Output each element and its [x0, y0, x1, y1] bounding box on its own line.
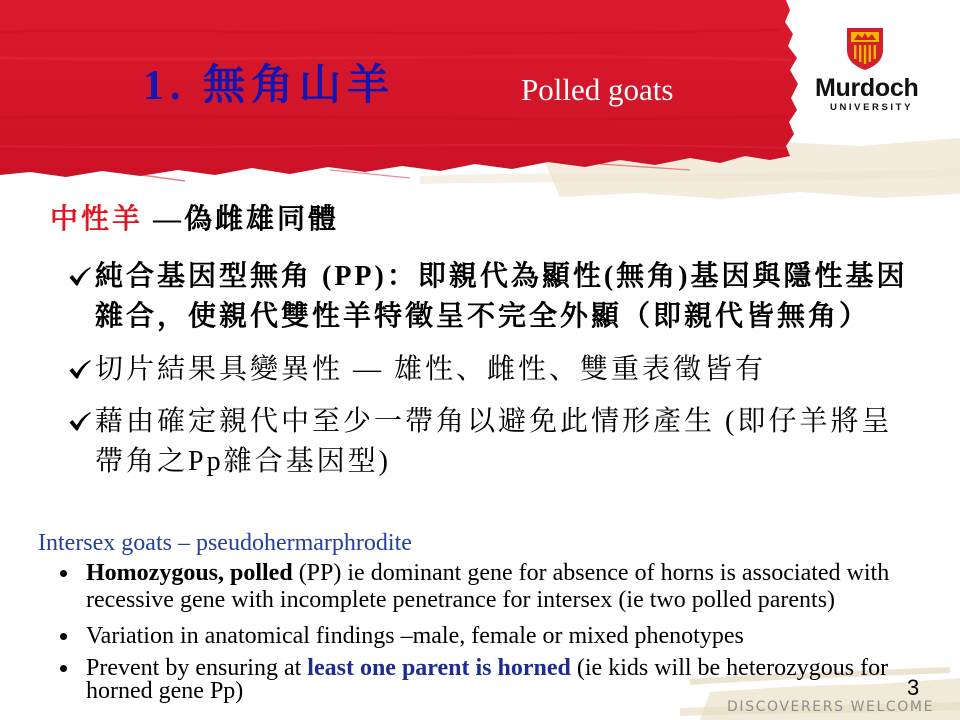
english-heading: Intersex goats – pseudohermarphrodite [38, 530, 412, 556]
chinese-bullet [68, 402, 948, 482]
chinese-bullet-line: 藉由確定親代中至少一帶角以避免此情形產生 (即仔羊將呈 [95, 406, 893, 437]
bold-term: Homozygous, polled [86, 560, 293, 586]
logo-wordmark: Murdoch [815, 74, 919, 102]
slide-title: 1. 無角山羊 [143, 63, 396, 109]
slide-title-english: Polled goats [521, 72, 674, 107]
english-bullet-line [86, 657, 953, 680]
emphasis-text: least one parent is horned [307, 655, 571, 681]
chinese-bullet-line: 純合基因型無角 (PP)：即親代為顯性(無角)基因與隱性基因 [95, 261, 908, 292]
english-bullet-text [86, 657, 953, 703]
checkmark-icon [68, 410, 92, 434]
chinese-bullet-text [95, 402, 948, 482]
checkmark-icon [68, 265, 92, 289]
english-bullet-line: recessive gene with incomplete penetrance for intersex (ie two polled parents) [86, 587, 836, 613]
chinese-bullet-line: 切片結果具變異性 — 雄性、雌性、雙重表徵皆有 [95, 354, 767, 385]
checkmark-icon [68, 358, 92, 382]
chinese-heading [50, 203, 339, 237]
english-bullet-line [86, 560, 953, 587]
bullet-dot-icon [60, 665, 67, 672]
english-bullet [58, 560, 953, 614]
bullet-dot-icon [60, 633, 67, 640]
english-bullet-text [86, 623, 953, 650]
english-bullet-line: horned gene Pp) [86, 678, 244, 704]
english-bullet [58, 623, 953, 650]
chinese-heading-rest: —偽雌雄同體 [143, 204, 340, 235]
line-text: (ie kids will be heterozygous for [570, 655, 889, 681]
line-text: Prevent by ensuring at [86, 655, 308, 681]
footer-slogan: DISCOVERERS WELCOME [727, 699, 935, 715]
english-bullet-text [86, 560, 953, 614]
chinese-bullet-line: 雜合，使親代雙性羊特徵呈不完全外顯（即親代皆無角） [95, 301, 871, 332]
chinese-bullet [68, 257, 948, 337]
chinese-bullet-text [95, 257, 948, 337]
logo-subline: UNIVERSITY [830, 102, 914, 113]
red-brush-stroke [0, 0, 798, 177]
chinese-bullet-line: 帶角之Pp雜合基因型) [95, 446, 391, 477]
english-bullet-line: Variation in anatomical findings –male, female or mixed phenotypes [86, 623, 744, 649]
university-crest-icon [846, 27, 884, 71]
chinese-heading-highlight: 中性羊 [50, 204, 144, 235]
page-number: 3 [907, 675, 920, 700]
line-text: (PP) ie dominant gene for absence of horns is associated with [292, 560, 890, 586]
bullet-dot-icon [60, 570, 67, 577]
english-bullet [58, 657, 953, 703]
chinese-bullet [68, 350, 948, 390]
chinese-bullet-text [95, 350, 948, 390]
